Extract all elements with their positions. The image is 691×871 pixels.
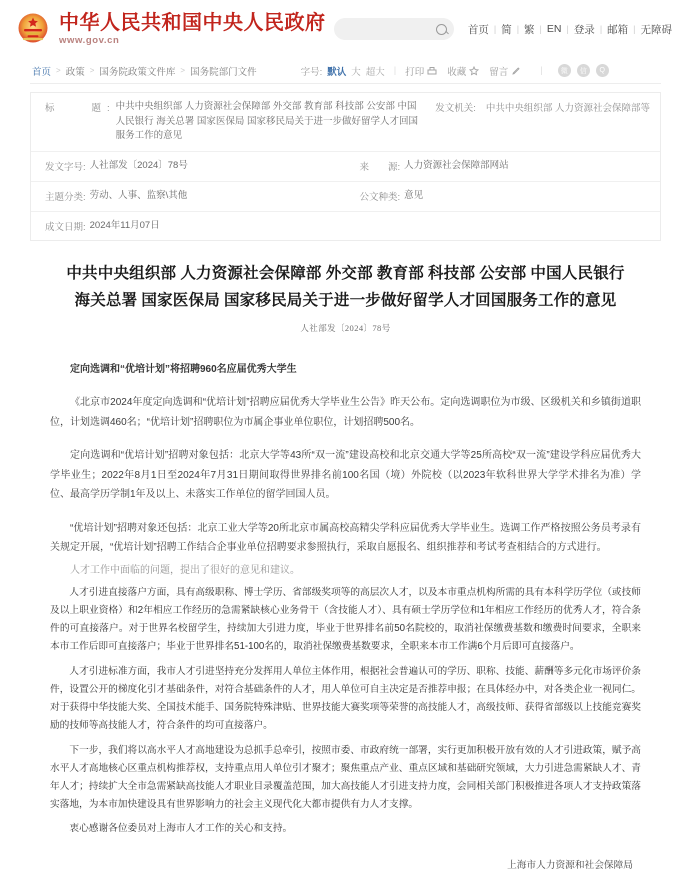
toolbar-divider: | <box>540 65 543 76</box>
link-separator: | <box>566 24 569 34</box>
breadcrumb-item-department-docs[interactable]: 国务院部门文件 <box>190 66 257 78</box>
breadcrumb-arrow-icon: > <box>56 66 61 75</box>
paragraph: 人才引进标准方面，我市人才引进坚持充分发挥用人单位主体作用，根据社会普遍认可的学历、职称、技能、薪酬等多元化市场评价条件，设置公开的梯度化引才基础条件，对符合基础条件的人才，用人单位可自主决定是否推荐申报；在具体经办中，对各类企业一视同仁。对于获得中华技能大奖、全国技术能手、国务院特殊津贴、世界技能大赛奖项等荣誉的高技能人才，高级技师、获得省部级以上技能竞赛奖励的技师等高技能人才，符合条件的均可直接落户。 <box>50 665 641 732</box>
document-signature: 上海市人力资源和社会保障局 <box>507 859 633 871</box>
header-link-mail[interactable]: 邮箱 <box>607 23 629 36</box>
printer-icon <box>427 66 436 75</box>
national-emblem-icon <box>16 12 50 46</box>
header-link-accessibility[interactable]: 无障碍 <box>640 23 672 36</box>
pencil-icon <box>511 66 520 75</box>
document-title-line2: 海关总署 国家医保局 国家移民局关于进一步做好留学人才回国服务工作的意见 <box>74 291 617 309</box>
meta-value-issuer: 中共中央组织部 人力资源社会保障部等 <box>485 103 650 114</box>
meta-cell-doctype <box>346 182 661 211</box>
meta-value-source: 人力资源社会保障部网站 <box>404 160 509 172</box>
breadcrumb-item-policy-library[interactable]: 国务院政策文件库 <box>99 66 176 78</box>
document-paragraphs <box>50 360 641 558</box>
meta-key-issuer: 发文机关: <box>435 103 476 114</box>
breadcrumb-item-home[interactable]: 首页 <box>32 66 52 78</box>
link-separator: | <box>516 24 520 34</box>
meta-key-docnum: 发文字号: <box>45 162 86 174</box>
star-icon <box>469 66 478 75</box>
breadcrumb-arrow-icon: > <box>180 66 186 75</box>
link-separator: | <box>539 24 542 34</box>
header-link-english[interactable]: EN <box>546 23 562 35</box>
seam-text: 人才工作中面临的问题，提出了很好的意见和建议。 <box>70 564 300 576</box>
meta-row-date <box>31 212 660 241</box>
meta-cell-category <box>31 182 346 211</box>
link-separator: | <box>599 24 603 34</box>
paragraph: 《北京市2024年度定向选调和“优培计划”招聘应届优秀大学毕业生公告》昨天公布。定向选调职位为市级、区级机关和乡镇街道职位，计划选调460名；“优培计划”招聘职位为市属企事业单位职位，计划招聘500名。 <box>50 397 641 428</box>
header-link-simplified[interactable]: 简 <box>501 23 512 36</box>
breadcrumb-item-policy[interactable]: 政策 <box>65 66 85 78</box>
comment-button[interactable] <box>489 64 520 78</box>
wechat-share-icon[interactable]: 信 <box>577 64 590 77</box>
clipped-seam-line <box>50 564 641 582</box>
document-meta-table <box>30 92 661 241</box>
meta-value-date: 2024年11月07日 <box>89 219 160 231</box>
page-content <box>0 58 691 871</box>
meta-cell-docnum <box>31 152 346 181</box>
search-icon[interactable] <box>436 24 447 35</box>
paragraph: 定向选调和“优培计划”招聘对象包括：北京大学等43所“双一流”建设高校和北京交通大学等25所高校“双一流”建设学科应届优秀大学毕业生；2022年8月1日至2024年7月31日期间取得世界排名前100名国（境）外院校（以2023年软科世界大学学术排名为准）学位、最高学历学制1年及以上、未落实工作单位的留学回国人员。 <box>50 450 641 501</box>
header-right <box>334 18 677 40</box>
site-title: 中华人民共和国中央人民政府 <box>59 9 326 34</box>
article-toolbar <box>301 64 609 78</box>
fontsize-large-button[interactable]: 大 <box>351 66 361 78</box>
paragraph: 人才引进直接落户方面，具有高级职称、博士学历、省部级奖项等的高层次人才，以及本市重点机构所需的具有本科学历学位（或技师及以上职业资格）和2年相应工作经历的急需紧缺核心业务骨干（含技能人才）、具有硕士学历学位和1年相应工作经历的优秀人才，符合条件的可直接落户。对于世界名校留学生，持续加大引进力度，毕业于世界排名前50名院校的，取消社保缴费基数和缴费时间要求，全职来本市工作后即可直接落户；毕业于世界排名51-100名的，取消社保缴费基数要求，全职来本市工作满6个月后即可直接落户。 <box>50 586 641 653</box>
meta-value-category: 劳动、人事、监察\其他 <box>89 189 188 201</box>
weibo-share-icon[interactable]: 微 <box>558 64 571 77</box>
search-box[interactable] <box>334 18 454 40</box>
document-second-section <box>50 584 641 839</box>
comment-label: 留言 <box>489 66 509 78</box>
paragraph: “优培计划”招聘对象还包括：北京工业大学等20所北京市属高校高精尖学科应届优秀大学毕业生。选调工作严格按照公务员考录有关规定开展，“优培计划”招聘工作结合企事业单位招聘要求参照执行，采取自愿报名、组织推荐和考试考查相结合的方式进行。 <box>50 522 641 554</box>
site-header <box>0 0 691 58</box>
paragraph: 下一步，我们将以高水平人才高地建设为总抓手总牵引，按照市委、市政府统一部署，实行更加积极开放有效的人才引进政策，赋予高水平人才高地核心区重点机构推荐权，支持重点用人单位引才聚才；聚焦重点产业、重点区域和基础研究领域，大力引进急需紧缺人才、青年人才；持续扩大全市急需紧缺高技能人才职业目录覆盖范围，加大高技能人才引进支持力度，会同相关部门积极推进各项人才支持政策落实落地，为本市加快建设具有世界影响力的社会主义现代化大都市提供有力人才支撑。 <box>50 744 641 811</box>
meta-value-title: 中共中央组织部 人力资源社会保障部 外交部 教育部 科技部 公安部 中国人民银行 海关总署 国家医保局 国家移民局关于进一步做好留学人才回国服务工作的意见 <box>115 101 419 142</box>
meta-key-category: 主题分类: <box>45 191 86 203</box>
favorite-button[interactable] <box>447 64 478 78</box>
document-number: 人社部发〔2024〕78号 <box>300 322 391 333</box>
header-link-login[interactable]: 登录 <box>573 23 595 36</box>
document-title <box>50 261 641 314</box>
link-separator: | <box>633 24 636 34</box>
meta-row-title <box>31 93 660 152</box>
toolbar-divider: | <box>393 65 397 76</box>
print-label: 打印 <box>405 66 425 78</box>
link-separator: | <box>493 24 497 34</box>
site-url: www.gov.cn <box>59 35 120 47</box>
breadcrumb-toolbar-row <box>30 58 661 84</box>
paragraph: 定向选调和“优培计划”将招聘960名应届优秀大学生 <box>70 363 297 375</box>
fontsize-default-button[interactable]: 默认 <box>327 66 347 78</box>
meta-key-source: 来 源: <box>359 162 401 174</box>
breadcrumb-arrow-icon: > <box>89 66 95 75</box>
meta-row-category-doctype <box>31 182 660 212</box>
fontsize-xlarge-button[interactable]: 超大 <box>365 66 385 78</box>
meta-cell-date <box>31 212 660 241</box>
qzone-share-icon[interactable]: Q <box>596 64 609 77</box>
document-title-line1: 中共中央组织部 人力资源社会保障部 外交部 教育部 科技部 公安部 中国人民银行 <box>66 265 625 283</box>
favorite-label: 收藏 <box>447 66 467 78</box>
meta-value-docnum: 人社部发〔2024〕78号 <box>89 160 188 172</box>
meta-row-docnum-source <box>31 152 660 182</box>
fontsize-label: 字号: <box>300 66 323 78</box>
share-buttons <box>558 64 609 77</box>
breadcrumb <box>32 64 257 78</box>
meta-key-title: 标 题: <box>45 103 116 114</box>
header-link-home[interactable]: 首页 <box>467 23 489 36</box>
header-link-traditional[interactable]: 繁 <box>524 23 535 36</box>
meta-cell-source <box>346 152 661 181</box>
meta-key-doctype: 公文种类: <box>359 191 401 203</box>
document-body <box>30 261 661 870</box>
header-links <box>463 22 677 37</box>
meta-key-date: 成文日期: <box>45 221 86 233</box>
site-brand[interactable] <box>16 9 326 47</box>
paragraph: 衷心感谢各位委员对上海市人才工作的关心和支持。 <box>69 823 293 835</box>
meta-value-doctype: 意见 <box>404 189 424 201</box>
print-button[interactable] <box>405 64 436 78</box>
